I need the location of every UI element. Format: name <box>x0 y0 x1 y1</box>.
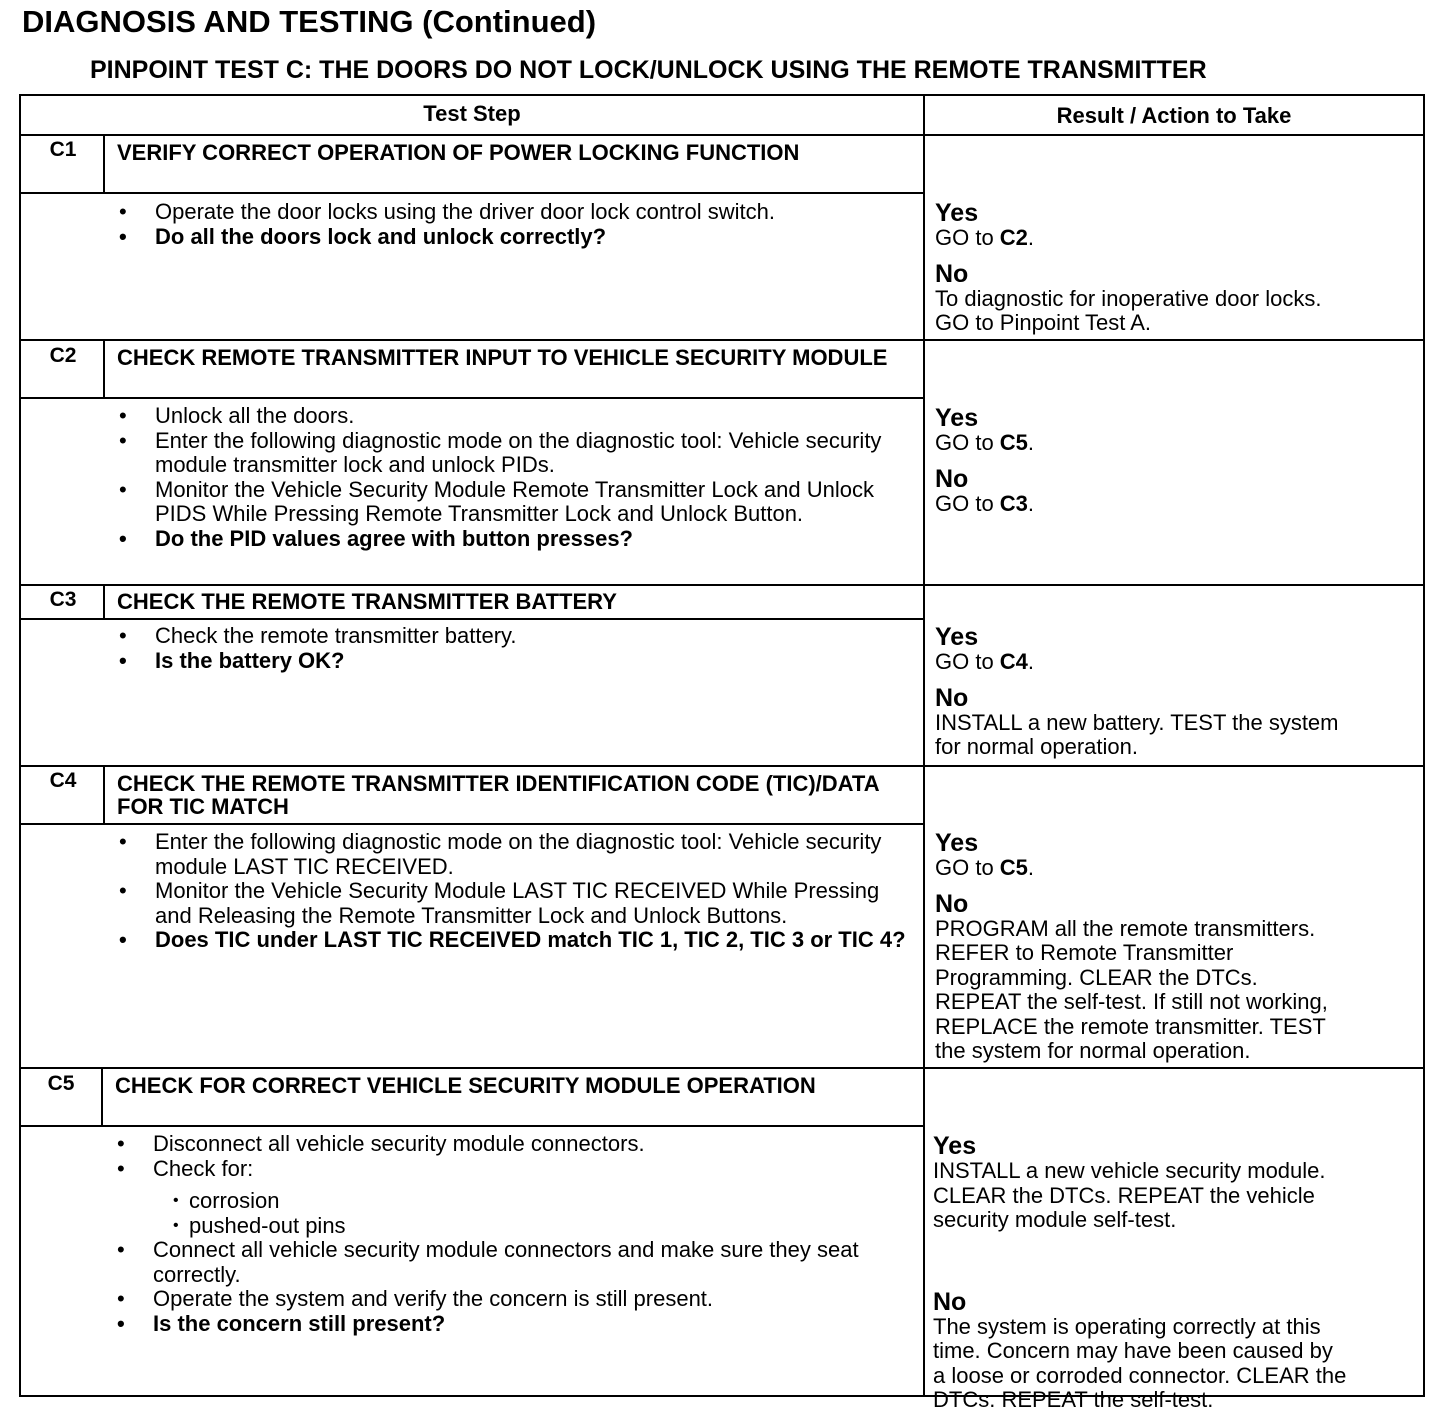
header-result-action: Result / Action to Take <box>1056 103 1292 128</box>
list-item: • Is the concern still present? <box>115 1312 905 1337</box>
step-title-c1: VERIFY CORRECT OPERATION OF POWER LOCKING FUNCTION <box>117 140 800 165</box>
step-bullets-c5 <box>115 1132 905 1336</box>
pinpoint-test-table <box>19 94 1425 1412</box>
yes-label: Yes <box>933 1132 977 1160</box>
list-item: • Connect all vehicle security module connectors and make sure they seat correctly. <box>115 1238 905 1287</box>
step-id-c2: C2 <box>49 344 77 367</box>
list-item: • Operate the door locks using the driver door lock control switch. <box>117 200 907 225</box>
list-item: • pushed-out pins <box>153 1214 905 1239</box>
list-item: • Monitor the Vehicle Security Module Remote Transmitter Lock and Unlock PIDS While Pressing Remote Transmitter Lock and Unlock Button. <box>117 478 907 527</box>
step-title-c5: CHECK FOR CORRECT VEHICLE SECURITY MODULE OPERATION <box>115 1073 816 1098</box>
step-title-divider <box>103 192 923 194</box>
yes-label: Yes <box>935 199 979 227</box>
step-id-c3: C3 <box>49 588 77 611</box>
no-label: No <box>935 464 969 493</box>
header-test-step: Test Step <box>423 101 521 126</box>
step-title-c4: CHECK THE REMOTE TRANSMITTER IDENTIFICATION CODE (TIC)/DATA FOR TIC MATCH <box>117 771 879 819</box>
list-item: • Is the battery OK? <box>117 649 907 674</box>
list-item: • Enter the following diagnostic mode on the diagnostic tool: Vehicle security module LAST TIC RECEIVED. <box>117 830 907 879</box>
no-action: GO to C3. <box>935 490 1035 516</box>
no-action: To diagnostic for inoperative door locks. GO to Pinpoint Test A. <box>935 285 1322 335</box>
step-title-c2: CHECK REMOTE TRANSMITTER INPUT TO VEHICLE SECURITY MODULE <box>117 345 888 370</box>
step-id-divider <box>103 765 105 823</box>
step-divider <box>21 765 1423 767</box>
step-divider <box>21 339 1423 341</box>
step-id-divider <box>103 339 105 397</box>
list-item: • Unlock all the doors. <box>117 404 907 429</box>
step-bullets-c1 <box>117 200 907 249</box>
list-item: • Disconnect all vehicle security module connectors. <box>115 1132 905 1157</box>
no-label: No <box>935 259 969 288</box>
result-c4 <box>935 830 1415 1064</box>
step-divider <box>21 1067 1423 1069</box>
list-item: • Do the PID values agree with button presses? <box>117 527 907 552</box>
yes-action: GO to C4. <box>935 649 1035 674</box>
step-title-c3: CHECK THE REMOTE TRANSMITTER BATTERY <box>117 589 617 614</box>
result-c5 <box>933 1133 1413 1413</box>
result-c1 <box>935 200 1415 336</box>
page-title: DIAGNOSIS AND TESTING (Continued) <box>22 4 597 39</box>
step-id-c1: C1 <box>49 138 77 161</box>
list-item: • Check for: • corrosion • pushed-out pins <box>115 1157 905 1239</box>
no-action: PROGRAM all the remote transmitters. REFER to Remote Transmitter Programming. CLEAR the DTCs. REPEAT the self-test. If still not working, REPLACE the remote transmitter. TEST the system for normal operation. <box>935 915 1328 1063</box>
step-title-divider <box>21 1125 923 1127</box>
step-title-divider <box>21 192 103 194</box>
step-title-divider <box>21 397 923 399</box>
yes-action: GO to C2. <box>935 225 1035 250</box>
list-item: • Do all the doors lock and unlock correctly? <box>117 225 907 250</box>
list-item: • Does TIC under LAST TIC RECEIVED match TIC 1, TIC 2, TIC 3 or TIC 4? <box>117 928 907 953</box>
yes-action: GO to C5. <box>935 855 1035 880</box>
yes-label: Yes <box>935 404 979 432</box>
sub-list <box>153 1189 905 1238</box>
pinpoint-test-title: PINPOINT TEST C: THE DOORS DO NOT LOCK/UNLOCK USING THE REMOTE TRANSMITTER <box>90 56 1207 84</box>
list-item: • Operate the system and verify the concern is still present. <box>115 1287 905 1312</box>
no-label: No <box>933 1287 967 1316</box>
no-label: No <box>935 889 969 918</box>
step-id-c5: C5 <box>47 1072 75 1095</box>
no-label: No <box>935 683 969 712</box>
step-id-c4: C4 <box>49 769 77 792</box>
step-id-divider <box>103 584 105 618</box>
no-action: INSTALL a new battery. TEST the system for normal operation. <box>935 709 1339 759</box>
result-c2 <box>935 405 1415 516</box>
step-bullets-c2 <box>117 404 907 551</box>
step-divider <box>21 584 1423 586</box>
column-divider <box>923 96 925 1395</box>
yes-label: Yes <box>935 829 979 857</box>
list-item: • Enter the following diagnostic mode on the diagnostic tool: Vehicle security module transmitter lock and unlock PIDs. <box>117 429 907 478</box>
result-c3 <box>935 624 1415 760</box>
list-item: • Monitor the Vehicle Security Module LAST TIC RECEIVED While Pressing and Releasing the Remote Transmitter Lock and Unlock Buttons. <box>117 879 907 928</box>
no-action: The system is operating correctly at this time. Concern may have been caused by a loose or corroded connector. CLEAR the DTCs. REPEAT the self-test. <box>933 1313 1347 1412</box>
list-item: • Check the remote transmitter battery. <box>117 624 907 649</box>
list-item: • corrosion <box>153 1189 905 1214</box>
step-id-divider <box>103 134 105 192</box>
step-bullets-c3 <box>117 624 907 673</box>
yes-label: Yes <box>935 623 979 651</box>
step-title-divider <box>21 618 923 620</box>
yes-action: GO to C5. <box>935 430 1035 455</box>
step-title-divider <box>21 823 923 825</box>
yes-action: INSTALL a new vehicle security module. CLEAR the DTCs. REPEAT the vehicle security module self-test. <box>933 1158 1326 1232</box>
step-bullets-c4 <box>117 830 907 953</box>
step-id-divider <box>101 1067 103 1125</box>
header-divider <box>21 134 1423 136</box>
